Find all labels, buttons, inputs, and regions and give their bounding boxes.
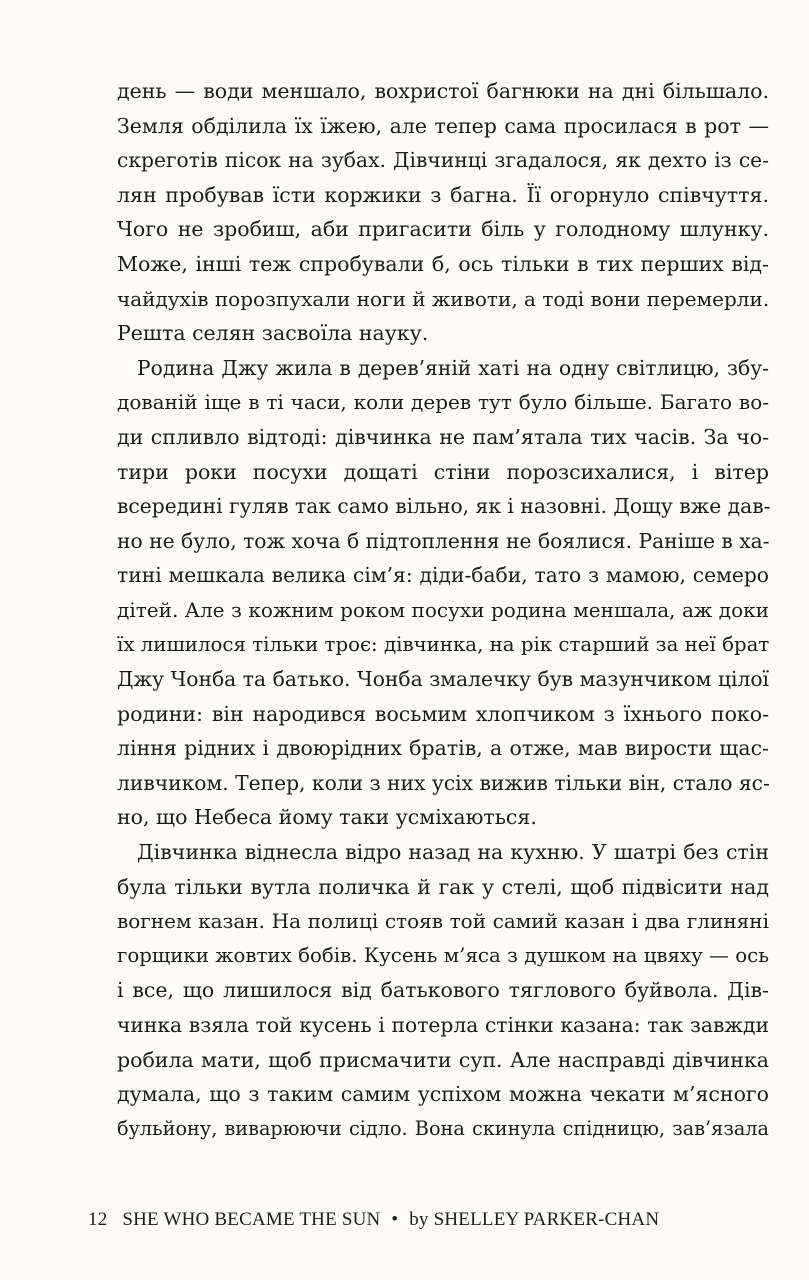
- text-line: бульйону, виварюючи сідло. Вона скинула спідницю, зав’язала: [117, 1116, 769, 1140]
- text-line: тині мешкала велика сім’я: діди-баби, тато з мамою, семеро: [117, 563, 769, 588]
- text-line: і все, що лишилося від батькового тяглового буйвола. Дів-: [117, 978, 769, 1003]
- footer-separator: •: [391, 1209, 399, 1230]
- paragraph: [117, 835, 769, 1146]
- text-line: робила мати, щоб присмачити суп. Але насправді дівчинка: [117, 1047, 769, 1072]
- paragraph: [117, 74, 769, 351]
- text-line: Земля обділила їх їжею, але тепер сама просилася в рот —: [117, 113, 769, 138]
- text-line: чайдухів порозпухали ноги й животи, а тоді вони перемерли.: [117, 286, 770, 311]
- text-line: тири роки посухи дощаті стіни порозсихалися, і вітер: [117, 459, 769, 484]
- text-line: Дівчинка віднесла відро назад на кухню. У шатрі без стін: [137, 840, 769, 865]
- text-line: була тільки вутла поличка й гак у стелі, щоб підвісити над: [117, 874, 769, 899]
- running-title: SHE WHO BECAME THE SUN: [122, 1209, 381, 1230]
- page-number: 12: [88, 1209, 108, 1230]
- text-line: дованій іще в ті часи, коли дерев тут було більше. Багато во-: [117, 390, 769, 415]
- text-line: Джу Чонба та батько. Чонба змалечку був мазунчиком цілої: [117, 667, 769, 692]
- text-line: думала, що з таким самим успіхом можна чекати м’ясного: [117, 1082, 769, 1107]
- text-line: день — води меншало, вохристої багнюки на дні більшало.: [117, 79, 769, 103]
- text-line: скреготів пісок на зубах. Дівчинці згадалося, як дехто із се-: [117, 148, 769, 173]
- page-footer: [88, 1206, 728, 1234]
- body-text: [117, 74, 769, 1146]
- text-line: ління рідних і двоюрідних братів, а отже, мав вирости щас-: [117, 736, 769, 761]
- text-line: їх лишилося тільки троє: дівчинка, на рік старший за неї брат: [117, 632, 770, 656]
- text-line: ливчиком. Тепер, коли з них усіх вижив тільки він, стало яс-: [117, 770, 770, 795]
- text-line: Може, інші теж спробували б, ось тільки в тих перших від-: [117, 251, 769, 276]
- text-line: лян пробував їсти коржики з багна. Її огорнуло співчуття.: [117, 182, 769, 207]
- text-line: Решта селян засвоїла науку.: [117, 321, 429, 346]
- text-line: ди спливло відтоді: дівчинка не пам’ятала тих часів. За чо-: [117, 424, 769, 449]
- paragraph: [117, 351, 769, 835]
- author-byline: by SHELLEY PARKER-CHAN: [409, 1209, 660, 1230]
- text-line: всередині гуляв так само вільно, як і назовні. Дощу вже дав-: [117, 494, 771, 519]
- text-line: но не було, тож хоча б підтоплення не боялися. Раніше в ха-: [117, 528, 770, 553]
- text-line: дітей. Але з кожним роком посухи родина меншала, аж доки: [117, 597, 769, 622]
- text-line: вогнем казан. На полиці стояв той самий казан і два глиняні: [117, 909, 769, 934]
- text-line: Родина Джу жила в дерев’яній хаті на одну світлицю, збу-: [137, 355, 769, 380]
- text-line: но, що Небеса йому таки усміхаються.: [117, 805, 537, 830]
- text-line: родини: він народився восьмим хлопчиком з їхнього поко-: [117, 701, 769, 726]
- text-line: чинка взяла той кусень і потерла стінки казана: так завжди: [117, 1013, 769, 1038]
- text-line: Чого не зробиш, аби пригасити біль у голодному шлунку.: [117, 217, 769, 242]
- text-line: горщики жовтих бобів. Кусень м’яса з душком на цвяху — ось: [117, 943, 769, 967]
